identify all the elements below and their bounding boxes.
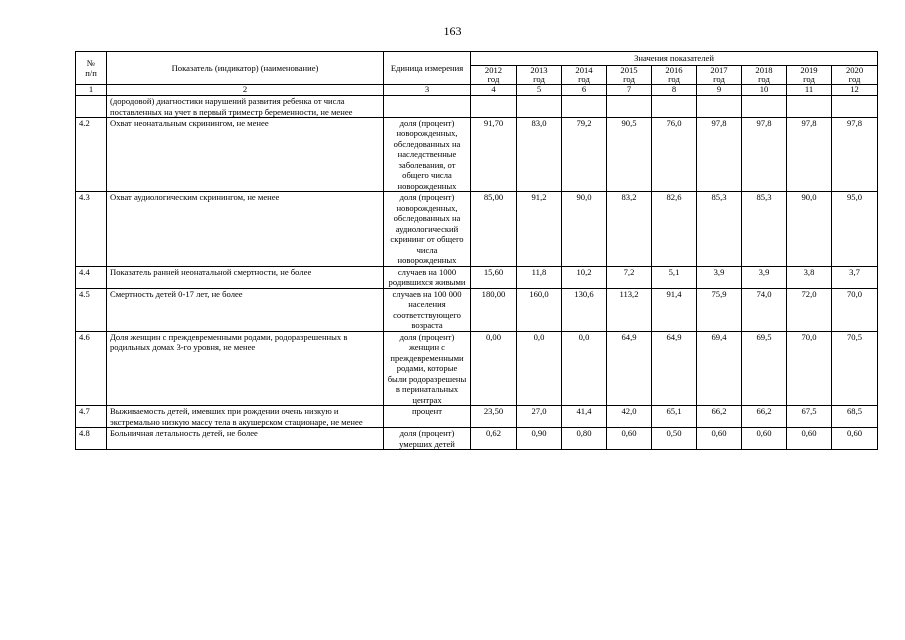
table-row <box>76 192 878 266</box>
column-number: 2 <box>107 85 384 96</box>
row-number: 4.7 <box>76 406 107 428</box>
column-number: 1 <box>76 85 107 96</box>
header-year-number: 2012 <box>484 65 503 75</box>
header-year-suffix: год <box>487 74 500 85</box>
indicator-value: 90,5 <box>607 118 652 192</box>
header-year-number: 2014 <box>575 65 593 75</box>
indicator-name: Выживаемость детей, имевших при рождении очень низкую и экстремально низкую массу тела в акушерском стационаре, не менее <box>107 406 384 428</box>
header-year-suffix: год <box>578 74 590 85</box>
indicator-value <box>652 96 697 118</box>
column-number: 7 <box>607 85 652 96</box>
unit-of-measure: доля (процент) умерших детей <box>384 428 471 450</box>
header-year-suffix: год <box>803 74 815 85</box>
indicator-value <box>517 96 562 118</box>
indicator-value: 3,9 <box>697 266 742 288</box>
indicator-value: 74,0 <box>742 288 787 331</box>
table-row <box>76 96 878 118</box>
indicator-value: 66,2 <box>742 406 787 428</box>
indicator-value: 70,0 <box>787 331 832 405</box>
header-year-number: 2019 <box>800 65 818 75</box>
header-year-number: 2015 <box>620 65 638 75</box>
indicator-value: 90,0 <box>562 192 607 266</box>
table-row <box>76 266 878 288</box>
indicator-value: 65,1 <box>652 406 697 428</box>
unit-of-measure: процент <box>384 406 471 428</box>
indicator-value: 83,0 <box>517 118 562 192</box>
indicator-value: 27,0 <box>517 406 562 428</box>
indicator-value: 75,9 <box>697 288 742 331</box>
indicator-value: 85,00 <box>471 192 517 266</box>
indicator-value: 91,2 <box>517 192 562 266</box>
unit-of-measure: доля (процент) новорожденных, обследованных на аудиологический скрининг от общего числа новорожденных <box>384 192 471 266</box>
indicator-value <box>697 96 742 118</box>
indicator-value: 0,00 <box>471 331 517 405</box>
indicator-value: 130,6 <box>562 288 607 331</box>
indicator-value: 79,2 <box>562 118 607 192</box>
header-year <box>607 66 652 85</box>
row-number: 4.8 <box>76 428 107 450</box>
indicator-value: 97,8 <box>742 118 787 192</box>
indicator-value: 23,50 <box>471 406 517 428</box>
indicator-value: 82,6 <box>652 192 697 266</box>
indicator-value: 69,5 <box>742 331 787 405</box>
indicator-value: 180,00 <box>471 288 517 331</box>
header-year-suffix: год <box>533 74 545 85</box>
header-year-suffix: год <box>848 74 861 85</box>
table-body <box>76 96 878 450</box>
unit-of-measure: случаев на 100 000 населения соответствующего возраста <box>384 288 471 331</box>
header-column-numbers <box>76 85 878 96</box>
column-number: 6 <box>562 85 607 96</box>
indicator-value: 0,90 <box>517 428 562 450</box>
header-unit: Единица измерения <box>384 52 471 85</box>
indicator-value: 11,8 <box>517 266 562 288</box>
table-row <box>76 118 878 192</box>
indicator-value: 0,60 <box>697 428 742 450</box>
indicator-value: 15,60 <box>471 266 517 288</box>
row-number: 4.4 <box>76 266 107 288</box>
indicator-value: 72,0 <box>787 288 832 331</box>
indicator-name: Показатель ранней неонатальной смертности, не более <box>107 266 384 288</box>
indicator-value: 70,5 <box>832 331 878 405</box>
column-number: 4 <box>471 85 517 96</box>
header-year-suffix: год <box>623 74 635 85</box>
column-number: 10 <box>742 85 787 96</box>
unit-of-measure: доля (процент) женщин с преждевременными родами, которые были родоразрешены в перинатальных центрах <box>384 331 471 405</box>
header-year <box>742 66 787 85</box>
indicator-value: 97,8 <box>697 118 742 192</box>
indicator-value: 66,2 <box>697 406 742 428</box>
indicator-value: 3,8 <box>787 266 832 288</box>
indicator-value: 0,60 <box>742 428 787 450</box>
indicator-value: 70,0 <box>832 288 878 331</box>
row-number: 4.3 <box>76 192 107 266</box>
unit-of-measure: случаев на 1000 родившихся живыми <box>384 266 471 288</box>
table-row <box>76 428 878 450</box>
header-year <box>832 66 878 85</box>
indicator-name: Больничная летальность детей, не более <box>107 428 384 450</box>
header-year-suffix: год <box>758 74 770 85</box>
header-year <box>562 66 607 85</box>
indicator-value: 64,9 <box>607 331 652 405</box>
indicator-value: 41,4 <box>562 406 607 428</box>
header-year <box>697 66 742 85</box>
header-year-number: 2020 <box>845 65 864 75</box>
indicator-value: 91,70 <box>471 118 517 192</box>
header-indicator: Показатель (индикатор) (наименование) <box>107 52 384 85</box>
header-year-suffix: год <box>713 74 725 85</box>
indicator-value: 0,0 <box>562 331 607 405</box>
indicator-value: 3,7 <box>832 266 878 288</box>
indicator-value: 97,8 <box>787 118 832 192</box>
indicator-value <box>471 96 517 118</box>
row-number: 4.2 <box>76 118 107 192</box>
indicator-value: 76,0 <box>652 118 697 192</box>
indicator-value: 3,9 <box>742 266 787 288</box>
indicator-value: 0,50 <box>652 428 697 450</box>
indicator-name: Охват аудиологическим скринингом, не менее <box>107 192 384 266</box>
indicator-value: 113,2 <box>607 288 652 331</box>
table-row <box>76 406 878 428</box>
header-year-number: 2017 <box>710 65 728 75</box>
indicator-name: Охват неонатальным скринингом, не менее <box>107 118 384 192</box>
indicator-value: 10,2 <box>562 266 607 288</box>
column-number: 8 <box>652 85 697 96</box>
header-values: Значения показателей <box>471 52 878 66</box>
indicators-table <box>75 51 878 450</box>
indicator-value: 64,9 <box>652 331 697 405</box>
row-number: 4.5 <box>76 288 107 331</box>
row-number <box>76 96 107 118</box>
table-row <box>76 331 878 405</box>
indicator-value: 83,2 <box>607 192 652 266</box>
header-year <box>652 66 697 85</box>
indicator-value: 91,4 <box>652 288 697 331</box>
unit-of-measure <box>384 96 471 118</box>
indicator-name: Смертность детей 0-17 лет, не более <box>107 288 384 331</box>
header-year <box>517 66 562 85</box>
indicator-value <box>832 96 878 118</box>
header-year-number: 2016 <box>665 65 683 75</box>
header-year-number: 2013 <box>530 65 548 75</box>
indicator-name: Доля женщин с преждевременными родами, родоразрешенных в родильных домах 3-го уровня, не менее <box>107 331 384 405</box>
column-number: 11 <box>787 85 832 96</box>
indicator-value <box>787 96 832 118</box>
page-number: 163 <box>443 24 462 38</box>
indicator-value: 7,2 <box>607 266 652 288</box>
header-year-suffix: год <box>668 74 680 85</box>
header-year-number: 2018 <box>755 65 773 75</box>
indicator-value: 68,5 <box>832 406 878 428</box>
header-year <box>787 66 832 85</box>
indicator-value: 67,5 <box>787 406 832 428</box>
header-num: № п/п <box>76 52 107 85</box>
indicator-value <box>562 96 607 118</box>
indicator-value: 0,0 <box>517 331 562 405</box>
indicator-value: 0,60 <box>607 428 652 450</box>
indicator-value: 0,62 <box>471 428 517 450</box>
column-number: 3 <box>384 85 471 96</box>
row-number: 4.6 <box>76 331 107 405</box>
indicator-value: 42,0 <box>607 406 652 428</box>
indicator-value: 69,4 <box>697 331 742 405</box>
table-row <box>76 288 878 331</box>
indicator-value <box>742 96 787 118</box>
indicator-value: 90,0 <box>787 192 832 266</box>
unit-of-measure: доля (процент) новорожденных, обследованных на наследственные заболевания, от общего числа новорожденных <box>384 118 471 192</box>
indicator-value: 160,0 <box>517 288 562 331</box>
header-year <box>471 66 517 85</box>
indicator-value: 0,60 <box>832 428 878 450</box>
indicator-name: (дородовой) диагностики нарушений развития ребенка от числа поставленных на учет в первый триместр беременности, не менее <box>107 96 384 118</box>
indicator-value: 85,3 <box>742 192 787 266</box>
column-number: 5 <box>517 85 562 96</box>
indicator-value: 0,80 <box>562 428 607 450</box>
indicator-value: 95,0 <box>832 192 878 266</box>
indicator-value: 0,60 <box>787 428 832 450</box>
column-number: 12 <box>832 85 878 96</box>
indicator-value <box>607 96 652 118</box>
indicator-value: 5,1 <box>652 266 697 288</box>
column-number: 9 <box>697 85 742 96</box>
indicator-value: 85,3 <box>697 192 742 266</box>
indicator-value: 97,8 <box>832 118 878 192</box>
